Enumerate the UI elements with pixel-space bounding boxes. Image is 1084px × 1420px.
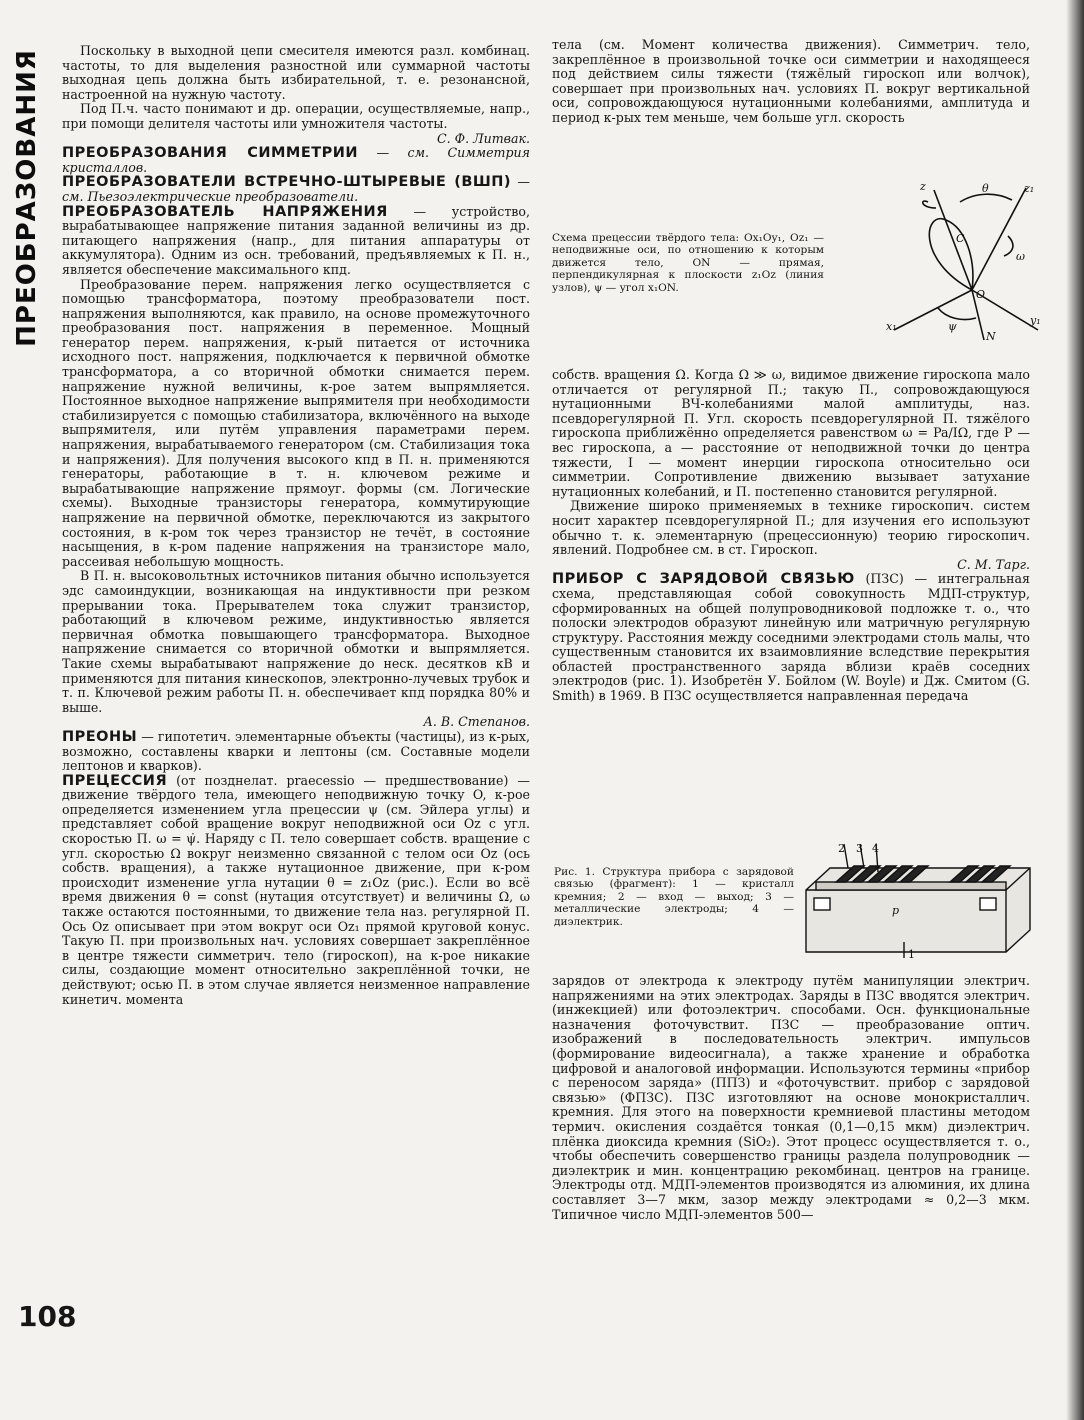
figure2-caption: Рис. 1. Структура прибора с зарядовой связью (фрагмент): 1 — кристалл кремния; 2 — вход — выход; 3 — металлические электроды; 4 — диэлектрик.: [554, 866, 794, 928]
running-head: [10, 48, 44, 348]
label-y1: y₁: [1030, 314, 1041, 327]
omega-arc: [1004, 236, 1013, 256]
precession-diagram: [876, 180, 1046, 350]
entry-preons-body: — гипотетич. элементарные объекты (частицы), из к-рых, возможно, составлены кварки и лептоны (см. Составные модели лептонов и кварков).: [62, 728, 530, 774]
label-n: N: [986, 330, 996, 343]
entry-ccd: [552, 572, 1030, 703]
entry-symmetry-head: ПРЕОБРАЗОВАНИЯ СИММЕТРИИ: [62, 145, 359, 162]
entry-precession: [62, 774, 530, 1008]
left-column: [62, 44, 530, 1344]
label-z1: z₁: [1024, 182, 1035, 195]
entry-voltage-body-2: Преобразование перем. напряжения легко осуществляется с помощью трансформатора, поэтому преобразователи пост. напряжения выполняются, как правило, на основе промежуточного преобразования пост. напряжения в переменное. Мощный генератор перем. напряжения, к-рый питается от источника исходного пост. напряжения, подключается к первичной обмотке трансформатора, а со вторичной обмотки снимается перем. напряжение нужной величины, к-рое затем выпрямляется. Постоянное выходное напряжение выпрямителя при необходимости стабилизируется с помощью стабилизатора, включённого на выходе выпрямителя, или путём управления параметрами перем. напряжения, вырабатываемого генератором (см. Стабилизация тока и напряжения). Для получения высокого кпд в П. н. применяются генераторы, работающие в т. н. ключевом режиме и вырабатывающие напряжение прямоуг. формы (см. Логические схемы). Выходные транзисторы генератора, коммутирующие напряжение на первичной обмотке, переключаются из закрытого состояния, в к-ром ток через транзистор не течёт, в состояние насыщения, в к-ром падение напряжения на транзисторе мало, рассеивая небольшую мощность.: [62, 276, 530, 569]
axis-z1: [972, 188, 1026, 290]
entry-ccd-head: ПРИБОР С ЗАРЯДОВОЙ СВЯЗЬЮ: [552, 571, 855, 588]
entry-voltage-body-3: В П. н. высоковольтных источников питания обычно используется эдс самоиндукции, возникающая на индуктивности при резком прерывании тока. Прерывателем тока служит транзистор, работающий в ключевом режиме, индуктивностью является первичная обмотка повышающего трансформатора. Выходное напряжение снимается со вторичной обмотки и выпрямляется. Такие схемы вырабатывают напряжение до неск. десятков кВ и применяются для питания кинескопов, электронно-лучевых трубок и т. п. Ключевой режим работы П. н. обеспечивает кпд порядка 80% и выше.: [62, 568, 530, 715]
entry-voltage-body-1: — устройство, вырабатывающее напряжение питания заданной величины из др. питающего напряжения (напр., для питания аппаратуры от аккумулятора). Одним из осн. требований, предъявляемых к П. н., является обеспечение максимального кпд.: [62, 203, 530, 277]
axis-z: [934, 190, 972, 290]
entry-precession-head: ПРЕЦЕССИЯ: [62, 772, 168, 789]
entry-preons-head: ПРЕОНЫ: [62, 728, 138, 745]
scan-edge-shadow: [1066, 0, 1084, 1420]
theta-arc: [960, 194, 1012, 202]
precession-continuation-1: собств. вращения Ω. Когда Ω ≫ ω, видимое движение гироскопа мало отличается от регулярной П.; такую П., сопровождающуюся нутационными ВЧ-колебаниями малой амплитуды, наз. псевдорегулярной П. Угл. скорость псевдорегулярной П. тяжёлого гироскопа приближённо определяется равенством ω = Pa/IΩ, где P — вес гироскопа, a — расстояние от неподвижной точки до центра тяжести, I — момент инерции гироскопа относительно оси симметрии. Сопротивление движению вызывает затухание нутационных колебаний, и П. постепенно становится регулярной.: [552, 368, 1030, 499]
entry-converters-body: — см. Пьезоэлектрические преобразователи.: [62, 174, 530, 204]
entry-symmetry: [62, 146, 530, 175]
intro-paragraph-1: Поскольку в выходной цепи смесителя имеются разл. комбинац. частоты, то для выделения разностной или суммарной частоты выходная цепь должна быть избирательной, т. е. резонансной, настроенной на нужную частоту.: [62, 44, 530, 102]
label-omega: ω: [1016, 250, 1025, 263]
entry-voltage-head: ПРЕОБРАЗОВАТЕЛЬ НАПРЯЖЕНИЯ: [62, 203, 388, 220]
label-3: 3: [856, 842, 863, 855]
entry-voltage: [62, 205, 530, 278]
entry-preons: [62, 730, 530, 774]
body-outline: [929, 219, 973, 290]
entry-ccd-body: (ПЗС) — интегральная схема, представляющая собой совокупность МДП-структур, сформированных на общей полупроводниковой подложке т. о., что полоски электродов образуют линейную или матричную регулярную структуру. Расстояния между соседними электродами столь малы, что существенным становится их взаимовлияние вследствие перекрытия областей пространственного заряда вблизи краёв соседних электродов (рис. 1). Изобретён У. Бойлом (W. Boyle) и Дж. Смитом (G. Smith) в 1969. В ПЗС осуществляется направленная передача: [552, 571, 1030, 704]
label-4: 4: [872, 842, 879, 855]
output-region: [980, 898, 996, 910]
label-x1: x₁: [886, 320, 897, 333]
running-head-text: ПРЕОБРАЗОВАНИЯ: [12, 49, 43, 347]
label-c: C: [956, 232, 965, 245]
precession-continuation-top: тела (см. Момент количества движения). Симметрич. тело, закреплённое в произвольной точке оси симметрии и находящееся под действием силы тяжести (тяжёлый гироскоп или волчок), совершает при произвольных нач. условиях П. вокруг вертикальной оси, сопровождающуюся нутационными колебаниями, амплитуда и период к-рых тем меньше, чем больше угл. скорость: [552, 38, 1030, 125]
right-column-top: [552, 38, 1030, 164]
entry-converters: [62, 175, 530, 204]
label-1: 1: [908, 948, 915, 960]
figure1-caption: Схема прецессии твёрдого тела: Ox₁Oy₁, Oz₁ — неподвижные оси, по отношению к которым движется тело, ON — прямая, перпендикулярная к плоскости z₁Oz (линия узлов), ψ — угол x₁ON.: [552, 232, 824, 294]
entry-symmetry-body: — см. Симметрия кристаллов.: [62, 145, 530, 175]
psi-arc: [938, 308, 976, 320]
entry-voltage-signature: А. В. Степанов.: [423, 714, 530, 730]
label-2: 2: [838, 842, 845, 855]
label-p: p: [892, 904, 900, 917]
axis-x1: [894, 290, 972, 330]
right-column-bottom: [552, 974, 1030, 1334]
input-region: [814, 898, 830, 910]
precession-continuation-2: Движение широко применяемых в технике гироскопич. систем носит характер псевдорегулярной П.; для изучения его используют обычно т. к. элементарную (прецессионную) теорию гироскопич. явлений. Подробнее см. в ст. Гироскоп.: [552, 498, 1030, 558]
precession-signature: С. М. Тарг.: [957, 556, 1030, 572]
entry-converters-head: ПРЕОБРАЗОВАТЕЛИ ВСТРЕЧНО-ШТЫРЕВЫЕ (ВШП): [62, 174, 512, 191]
intro-signature: С. Ф. Литвак.: [436, 130, 530, 146]
rotation-arc-z: [923, 201, 936, 208]
page-number: 108: [18, 1300, 77, 1333]
dielectric-layer: [816, 882, 1006, 890]
label-theta: θ: [982, 182, 989, 195]
label-psi: ψ: [948, 320, 957, 333]
intro-paragraph-2: Под П.ч. часто понимают и др. операции, осуществляемые, напр., при помощи делителя частоты или умножителя частоты.: [62, 101, 530, 131]
ccd-structure-diagram: [800, 842, 1036, 960]
ccd-continuation: зарядов от электрода к электроду путём манипуляции электрич. напряжениями на этих электродах. Заряды в ПЗС вводятся электрич. (инжекцией) или фотоэлектрич. способами. Осн. функциональные назначения фоточувствит. ПЗС — преобразование оптич. изображений в последовательность электрич. импульсов (формирование видеосигнала), а также хранение и обработка цифровой и аналоговой информации. Используются термины «прибор с переносом заряда» (ППЗ) и «фоточувствит. прибор с зарядовой связью» (ФПЗС). ПЗС изготовляют на основе монокристаллич. кремния. Для этого на поверхности кремниевой пластины методом термич. окисления создаётся тонкая (0,1—0,15 мкм) диэлектрич. плёнка диоксида кремния (SiO₂). Этот процесс осуществляется т. о., чтобы обеспечить совершенство границы раздела полупроводник — диэлектрик и мин. концентрацию рекомбинац. центров на границе. Электроды отд. МДП-элементов производятся из алюминия, их длина составляет 3—7 мкм, зазор между электродами ≈ 0,2—3 мкм. Типичное число МДП-элементов 500—: [552, 974, 1030, 1222]
label-z: z: [920, 180, 926, 193]
label-o: O: [976, 288, 986, 301]
right-column-middle: [552, 368, 1030, 838]
entry-precession-body: (от позднелат. praecessio — предшествование) — движение твёрдого тела, имеющего неподвижную точку O, к-рое определяется изменением угла прецессии ψ (см. Эйлера углы) и представляет собой вращение вокруг неподвижной оси Oz с угл. скоростью П. ω = ψ̇. Наряду с П. тело совершает собств. вращение с угл. скоростью Ω вокруг неизменно связанной с телом оси Oz (ось собств. вращения), а также нутационное движение, при к-ром происходит изменение угла нутации θ = z₁Oz (рис.). Если во всё время движения θ = const (нутация отсутствует) и величины Ω, ω также остаются постоянными, то движение тела наз. регулярной П. Ось Oz описывает при этом вокруг оси Oz₁ прямой круговой конус. Такую П. при произвольных нач. условиях совершает закреплённое в центре тяжести симметрич. тело (гироскоп), на к-рое никакие силы, создающие момент относительно закреплённой точки, не действуют; осью П. в этом случае является неизменное направление кинетич. момента: [62, 772, 530, 1007]
